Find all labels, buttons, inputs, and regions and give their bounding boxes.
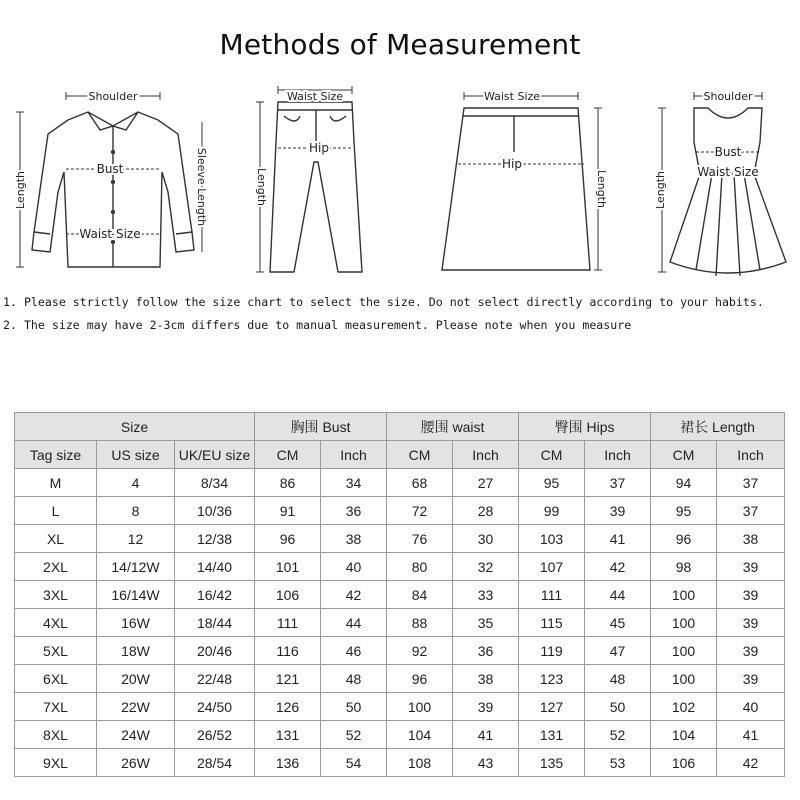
table-cell: 16/14W [97, 581, 175, 609]
shirt-bust-label: Bust [96, 162, 124, 176]
table-row [15, 693, 785, 721]
table-cell: 12 [97, 525, 175, 553]
table-cell: 80 [387, 553, 453, 581]
table-cell: 96 [651, 525, 717, 553]
table-cell: 72 [387, 497, 453, 525]
table-cell: 4XL [15, 609, 97, 637]
table-cell: 20/46 [175, 637, 255, 665]
table-cell: 38 [717, 525, 785, 553]
table-cell: 48 [321, 665, 387, 693]
table-cell: 39 [717, 609, 785, 637]
table-cell: 111 [255, 609, 321, 637]
table-cell: 10/36 [175, 497, 255, 525]
column-header: Inch [585, 441, 651, 469]
table-cell: 36 [453, 637, 519, 665]
table-cell: 6XL [15, 665, 97, 693]
table-cell: 14/12W [97, 553, 175, 581]
table-cell: 34 [321, 469, 387, 497]
table-cell: 41 [453, 721, 519, 749]
table-cell: 76 [387, 525, 453, 553]
table-cell: 88 [387, 609, 453, 637]
table-cell: 101 [255, 553, 321, 581]
skirt-waist-label: Waist Size [483, 90, 541, 103]
table-cell: 22W [97, 693, 175, 721]
table-cell: 37 [717, 469, 785, 497]
table-cell: 119 [519, 637, 585, 665]
pants-waist-label: Waist Size [286, 90, 344, 103]
table-cell: XL [15, 525, 97, 553]
skirt-illustration [442, 108, 590, 270]
table-row [15, 497, 785, 525]
table-cell: L [15, 497, 97, 525]
table-cell: 48 [585, 665, 651, 693]
size-chart-table [14, 412, 785, 777]
table-cell: 92 [387, 637, 453, 665]
table-cell: 52 [321, 721, 387, 749]
column-header: CM [651, 441, 717, 469]
pants-illustration [270, 102, 362, 272]
table-cell: 8/34 [175, 469, 255, 497]
table-cell: 104 [651, 721, 717, 749]
table-cell: 96 [387, 665, 453, 693]
table-cell: 106 [651, 749, 717, 777]
note-2: 2. The size may have 2-3cm differs due to manual measurement. Please note when you measure [3, 318, 632, 332]
table-cell: 38 [321, 525, 387, 553]
bust-group-header: 胸围 Bust [255, 413, 387, 441]
table-cell: 131 [255, 721, 321, 749]
dress-illustration [670, 108, 786, 276]
table-cell: 131 [519, 721, 585, 749]
table-cell: 96 [255, 525, 321, 553]
table-cell: 7XL [15, 693, 97, 721]
table-cell: 95 [519, 469, 585, 497]
table-cell: 39 [717, 553, 785, 581]
table-cell: 39 [717, 581, 785, 609]
sub-header-row [15, 441, 785, 469]
table-cell: 18W [97, 637, 175, 665]
table-cell: 100 [651, 637, 717, 665]
table-cell: 111 [519, 581, 585, 609]
note-1: 1. Please strictly follow the size chart to select the size. Do not select directly according to your habits. [3, 295, 764, 309]
table-row [15, 525, 785, 553]
table-cell: 24/50 [175, 693, 255, 721]
size-group-header: Size [15, 413, 255, 441]
shirt-waist-label: Waist Size [79, 227, 141, 241]
table-cell: 99 [519, 497, 585, 525]
table-cell: 52 [585, 721, 651, 749]
column-header: Inch [717, 441, 785, 469]
table-cell: 33 [453, 581, 519, 609]
table-cell: 27 [453, 469, 519, 497]
table-cell: 86 [255, 469, 321, 497]
dress-diagram [650, 82, 800, 282]
table-cell: 8 [97, 497, 175, 525]
table-cell: 98 [651, 553, 717, 581]
table-cell: 68 [387, 469, 453, 497]
skirt-length-label: Length [595, 170, 608, 208]
column-header: Inch [321, 441, 387, 469]
table-cell: 121 [255, 665, 321, 693]
length-group-header: 裙长 Length [651, 413, 785, 441]
table-cell: 116 [255, 637, 321, 665]
table-row [15, 469, 785, 497]
table-cell: 28 [453, 497, 519, 525]
column-header: Tag size [15, 441, 97, 469]
table-cell: 44 [585, 581, 651, 609]
table-cell: 37 [717, 497, 785, 525]
skirt-measure-lines [458, 92, 602, 270]
table-row [15, 609, 785, 637]
pants-diagram [242, 82, 372, 277]
table-cell: 53 [585, 749, 651, 777]
skirt-diagram [430, 82, 610, 277]
page-title: Methods of Measurement [219, 28, 581, 61]
table-cell: 50 [321, 693, 387, 721]
table-cell: 3XL [15, 581, 97, 609]
table-cell: 35 [453, 609, 519, 637]
column-header: US size [97, 441, 175, 469]
table-cell: 26/52 [175, 721, 255, 749]
table-cell: 5XL [15, 637, 97, 665]
table-cell: M [15, 469, 97, 497]
skirt-hip-label: Hip [502, 157, 522, 171]
table-cell: 45 [585, 609, 651, 637]
table-cell: 42 [585, 553, 651, 581]
table-cell: 16/42 [175, 581, 255, 609]
table-cell: 127 [519, 693, 585, 721]
table-cell: 41 [717, 721, 785, 749]
table-cell: 16W [97, 609, 175, 637]
table-cell: 30 [453, 525, 519, 553]
table-cell: 39 [717, 665, 785, 693]
table-cell: 135 [519, 749, 585, 777]
dress-bust-label: Bust [714, 145, 742, 159]
table-cell: 26W [97, 749, 175, 777]
table-cell: 107 [519, 553, 585, 581]
table-cell: 18/44 [175, 609, 255, 637]
column-header: CM [519, 441, 585, 469]
table-cell: 47 [585, 637, 651, 665]
table-cell: 100 [651, 665, 717, 693]
table-cell: 32 [453, 553, 519, 581]
waist-group-header: 腰围 waist [387, 413, 519, 441]
table-cell: 100 [651, 581, 717, 609]
table-cell: 40 [717, 693, 785, 721]
shirt-shoulder-label: Shoulder [88, 90, 138, 103]
table-cell: 115 [519, 609, 585, 637]
table-cell: 37 [585, 469, 651, 497]
table-cell: 46 [321, 637, 387, 665]
column-header: CM [387, 441, 453, 469]
table-cell: 2XL [15, 553, 97, 581]
table-row [15, 665, 785, 693]
table-cell: 44 [321, 609, 387, 637]
column-header: Inch [453, 441, 519, 469]
table-cell: 20W [97, 665, 175, 693]
table-cell: 39 [585, 497, 651, 525]
table-row [15, 749, 785, 777]
table-cell: 126 [255, 693, 321, 721]
table-cell: 136 [255, 749, 321, 777]
table-row [15, 553, 785, 581]
table-cell: 95 [651, 497, 717, 525]
table-cell: 106 [255, 581, 321, 609]
column-header: CM [255, 441, 321, 469]
table-cell: 38 [453, 665, 519, 693]
shirt-diagram [10, 82, 210, 277]
table-cell: 9XL [15, 749, 97, 777]
table-cell: 123 [519, 665, 585, 693]
table-cell: 24W [97, 721, 175, 749]
table-cell: 108 [387, 749, 453, 777]
table-cell: 43 [453, 749, 519, 777]
table-cell: 12/38 [175, 525, 255, 553]
table-cell: 100 [387, 693, 453, 721]
shirt-sleeve-label: Sleeve Length [195, 147, 208, 227]
table-cell: 39 [453, 693, 519, 721]
shirt-illustration [32, 112, 194, 267]
table-row [15, 581, 785, 609]
table-cell: 4 [97, 469, 175, 497]
table-cell: 14/40 [175, 553, 255, 581]
table-cell: 84 [387, 581, 453, 609]
pants-hip-label: Hip [309, 141, 329, 155]
table-cell: 28/54 [175, 749, 255, 777]
table-row [15, 637, 785, 665]
pants-length-label: Length [255, 168, 268, 206]
table-cell: 94 [651, 469, 717, 497]
table-cell: 104 [387, 721, 453, 749]
table-row [15, 721, 785, 749]
table-cell: 50 [585, 693, 651, 721]
dress-length-label: Length [654, 171, 667, 209]
table-cell: 103 [519, 525, 585, 553]
shirt-length-label: Length [14, 171, 27, 209]
table-cell: 40 [321, 553, 387, 581]
pants-measure-lines [256, 86, 352, 272]
table-cell: 91 [255, 497, 321, 525]
table-cell: 54 [321, 749, 387, 777]
table-cell: 102 [651, 693, 717, 721]
table-cell: 42 [717, 749, 785, 777]
table-cell: 36 [321, 497, 387, 525]
dress-shoulder-label: Shoulder [703, 90, 753, 103]
table-body [15, 469, 785, 777]
group-header-row [15, 413, 785, 441]
table-cell: 42 [321, 581, 387, 609]
table-cell: 22/48 [175, 665, 255, 693]
table-cell: 39 [717, 637, 785, 665]
table-cell: 41 [585, 525, 651, 553]
dress-waist-label: Waist Size [697, 165, 759, 179]
instructions [3, 293, 798, 339]
table-cell: 8XL [15, 721, 97, 749]
hips-group-header: 臀围 Hips [519, 413, 651, 441]
table-cell: 100 [651, 609, 717, 637]
column-header: UK/EU size [175, 441, 255, 469]
